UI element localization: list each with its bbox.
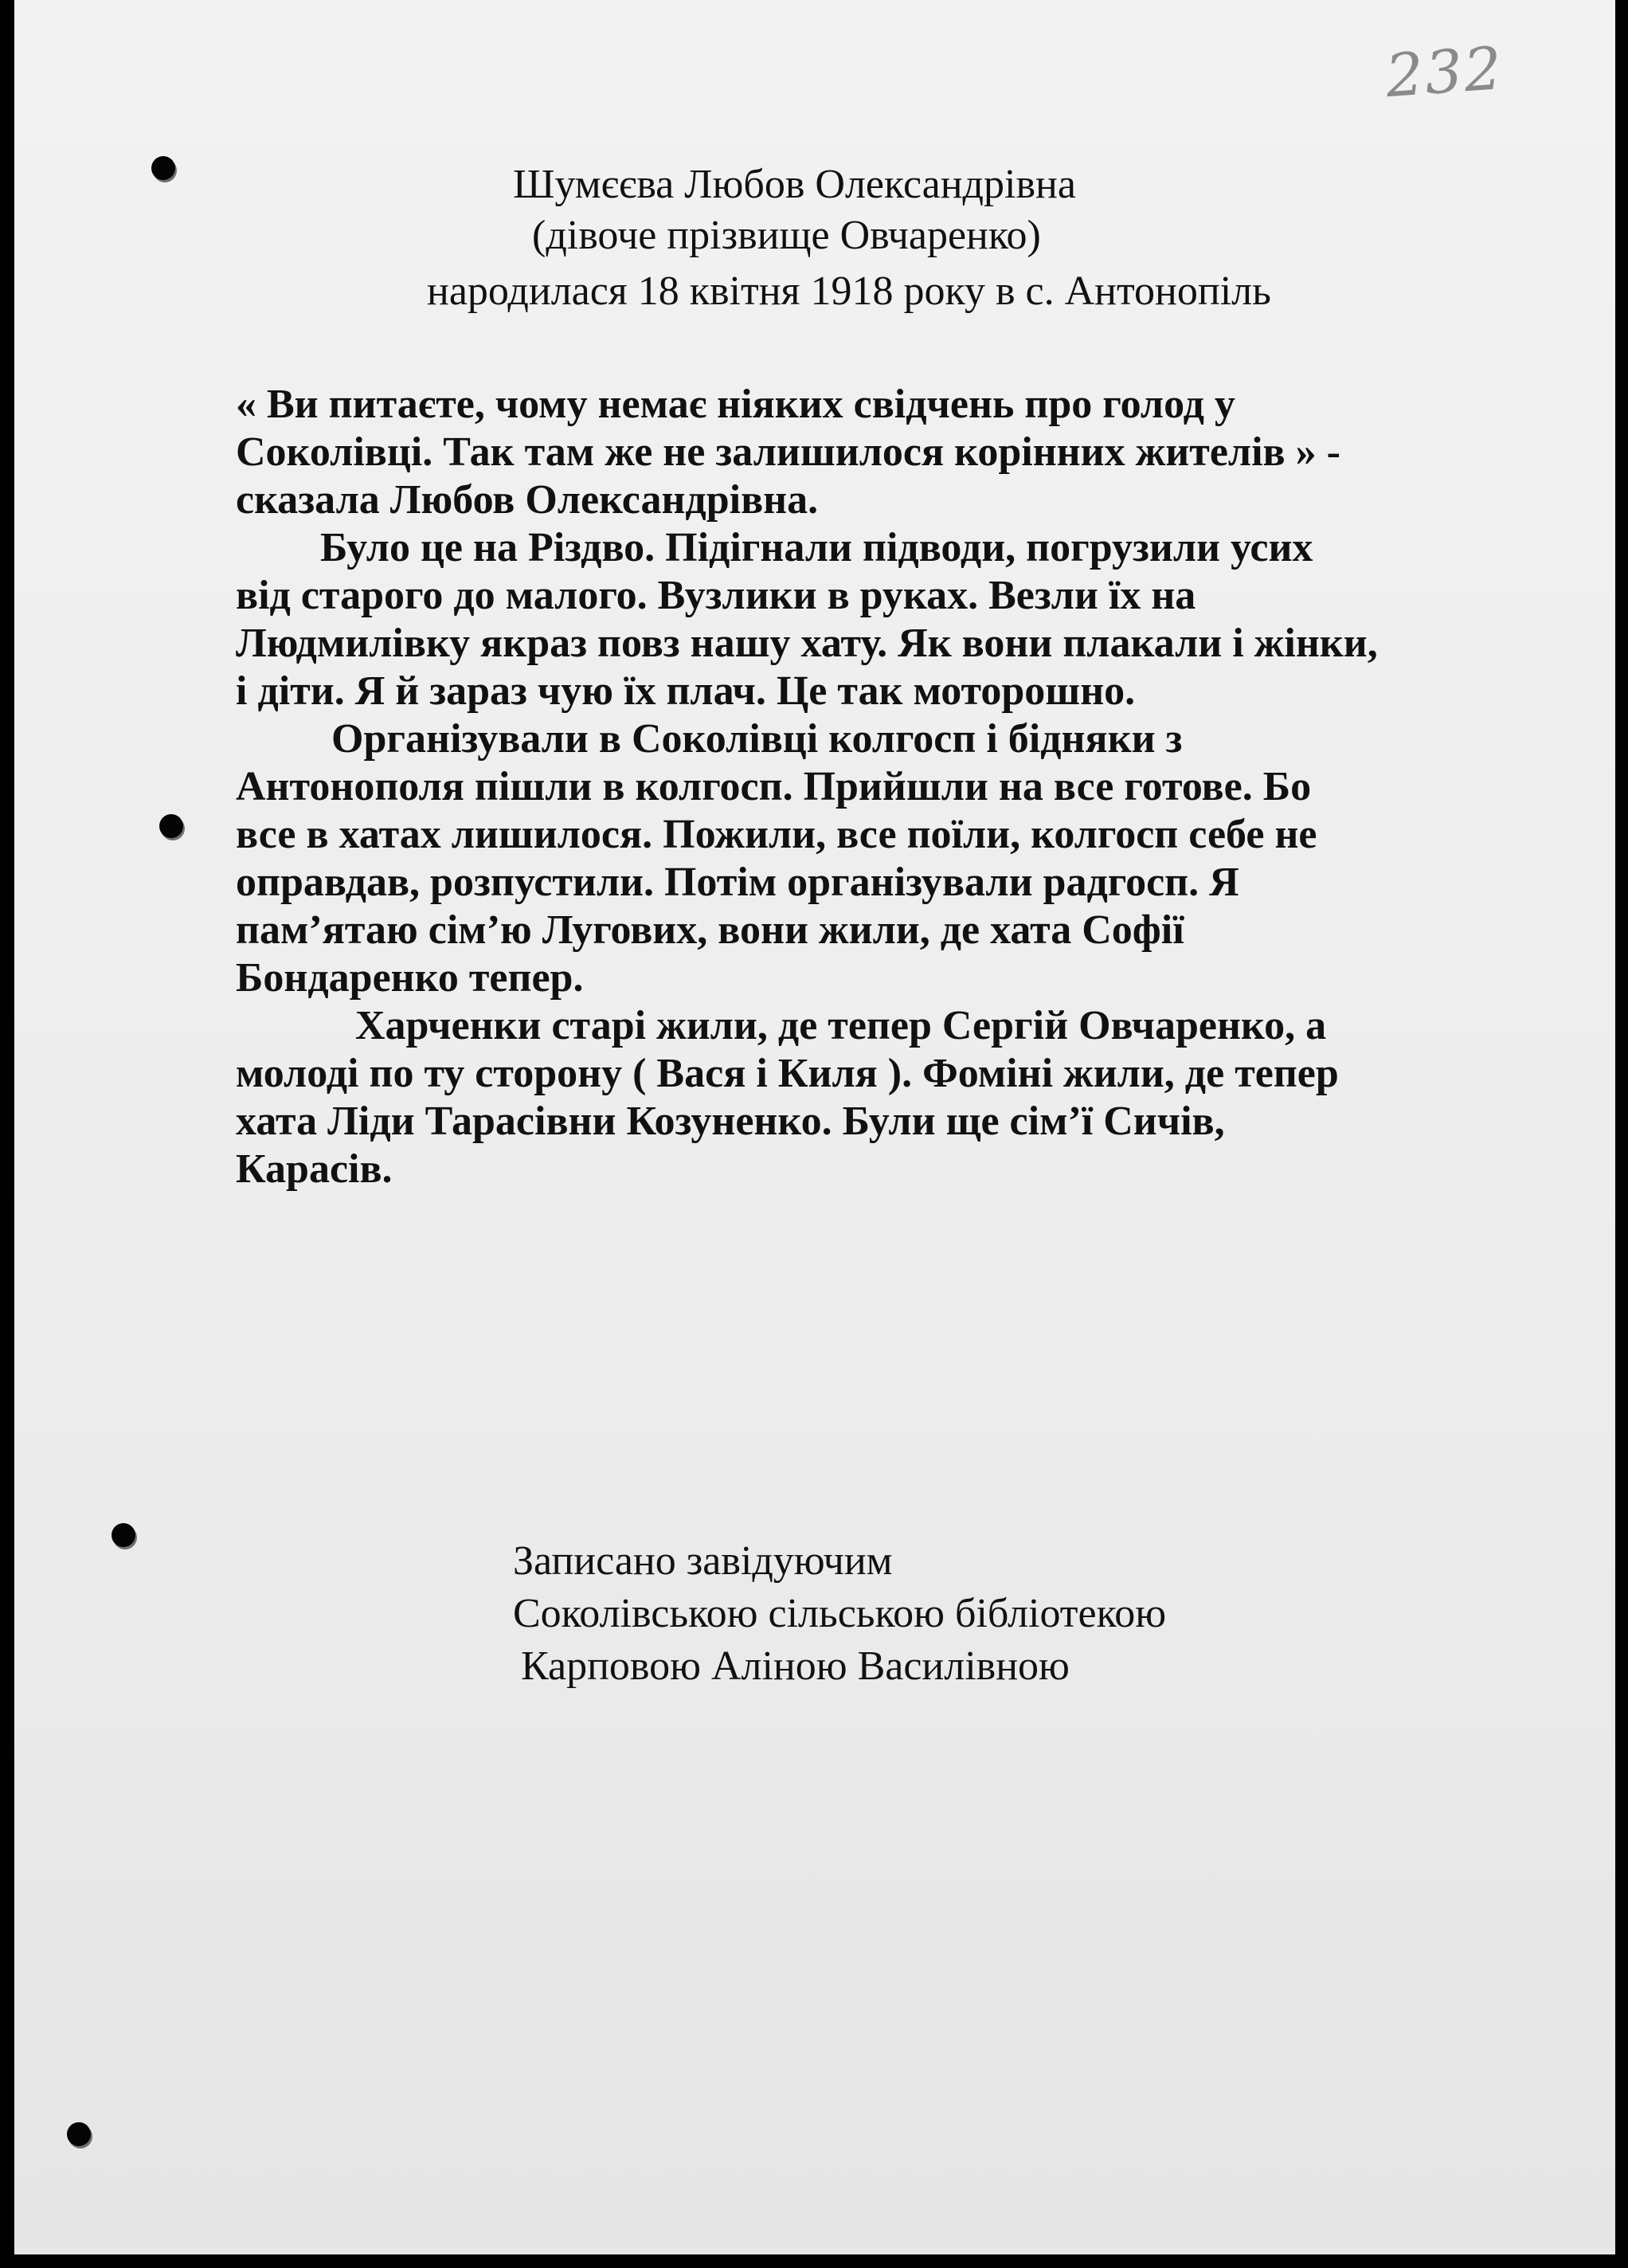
body-line: пам’ятаю сім’ю Лугових, вони жили, де хата Софії [236, 907, 1184, 953]
punch-hole-1 [151, 156, 175, 180]
body-line: « Ви питаєте, чому немає ніяких свідчень про голод у [236, 382, 1235, 427]
signature-line-2: Соколівською сільською бібліотекою [513, 1591, 1167, 1636]
punch-hole-2 [159, 814, 183, 838]
punch-hole-3 [112, 1523, 135, 1547]
handwritten-page-number: 232 [1383, 33, 1506, 112]
signature-line-3: Карповою Аліною Василівною [521, 1643, 1070, 1689]
body-line: сказала Любов Олександрівна. [236, 477, 819, 523]
body-line: Було це на Різдво. Підігнали підводи, погрузили усих [320, 525, 1313, 570]
body-line: все в хатах лишилося. Пожили, все поїли, колгосп себе не [236, 812, 1317, 857]
header-maiden-line: (дівоче прізвище Овчаренко) [532, 213, 1041, 258]
body-line: Бондаренко тепер. [236, 955, 584, 1001]
body-line: Соколівці. Так там же не залишилося корінних жителів » - [236, 429, 1340, 475]
body-line: оправдав, розпустили. Потім організували радгосп. Я [236, 860, 1239, 905]
header-birth-line: народилася 18 квітня 1918 року в с. Антонопіль [427, 268, 1271, 314]
body-line: і діти. Я й зараз чую їх плач. Це так моторошно. [236, 668, 1136, 714]
body-line: хата Ліди Тарасівни Козуненко. Були ще сім’ї Сичів, [236, 1099, 1225, 1144]
body-line: Харченки старі жили, де тепер Сергій Овчаренко, а [355, 1003, 1327, 1048]
signature-line-1: Записано завідуючим [513, 1538, 893, 1584]
testimony-body [236, 381, 1378, 1193]
body-line: від старого до малого. Вузлики в руках. Везли їх на [236, 573, 1196, 618]
punch-hole-4 [67, 2122, 91, 2146]
body-line: Антонополя пішли в колгосп. Прийшли на все готове. Бо [236, 764, 1312, 809]
body-line: Організували в Соколівці колгосп і бідняки з [331, 716, 1183, 762]
body-line: Людмилівку якраз повз нашу хату. Як вони плакали і жінки, [236, 621, 1378, 666]
body-line: молоді по ту сторону ( Вася і Киля ). Фоміні жили, де тепер [236, 1051, 1339, 1096]
document-page [14, 0, 1615, 2254]
header-name-line: Шумєєва Любов Олександрівна [513, 162, 1076, 207]
body-line: Карасів. [236, 1146, 393, 1192]
